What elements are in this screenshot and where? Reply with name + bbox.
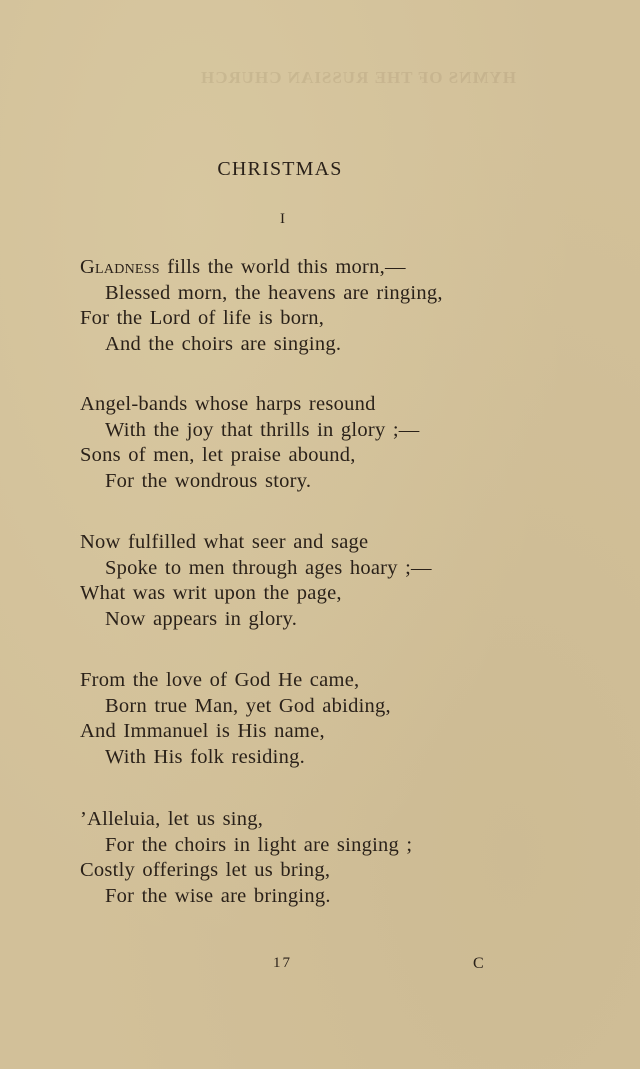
stanza-2: [80, 392, 520, 495]
verse-line: For the Lord of life is born,: [80, 307, 325, 330]
bleed-through-running-head: HYMNS OF THE RUSSIAN CHURCH: [199, 68, 516, 87]
verse-line-text: fills the world this morn,—: [159, 256, 406, 278]
stanza-3: [80, 530, 520, 633]
verse-line: Blessed morn, the heavens are ringing,: [105, 281, 443, 304]
verse-line: For the wise are bringing.: [105, 885, 331, 908]
verse-line: What was writ upon the page,: [80, 582, 342, 605]
signature-mark: C: [473, 955, 484, 972]
verse-line: Angel-bands whose harps resound: [80, 393, 376, 415]
verse-line: With the joy that thrills in glory ;—: [105, 418, 420, 441]
verse-line: For the choirs in light are singing ;: [105, 833, 413, 856]
verse-line: With His folk residing.: [105, 746, 305, 769]
stanza-1: [80, 255, 520, 358]
section-numeral: I: [280, 211, 285, 227]
verse-line: [80, 255, 520, 281]
verse-line: Now appears in glory.: [105, 608, 298, 631]
verse-line: Born true Man, yet God abiding,: [105, 694, 391, 717]
page-number: 17: [273, 955, 292, 971]
drop-word-smallcaps: Gladness: [80, 256, 160, 278]
verse-line: Sons of men, let praise abound,: [80, 444, 356, 467]
verse-line: ’Alleluia, let us sing,: [80, 808, 264, 830]
verse-line: Spoke to men through ages hoary ;—: [105, 556, 432, 579]
verse-line: Now fulfilled what seer and sage: [80, 531, 369, 553]
verse-line: For the wondrous story.: [105, 470, 312, 493]
verse-line: Costly offerings let us bring,: [80, 859, 331, 882]
verse-line: And Immanuel is His name,: [80, 720, 325, 743]
stanza-5: [80, 807, 520, 910]
verse-line: And the choirs are singing.: [105, 333, 342, 356]
poem-title: CHRISTMAS: [217, 158, 343, 180]
stanza-4: [80, 668, 520, 771]
verse-line: From the love of God He came,: [80, 669, 360, 691]
